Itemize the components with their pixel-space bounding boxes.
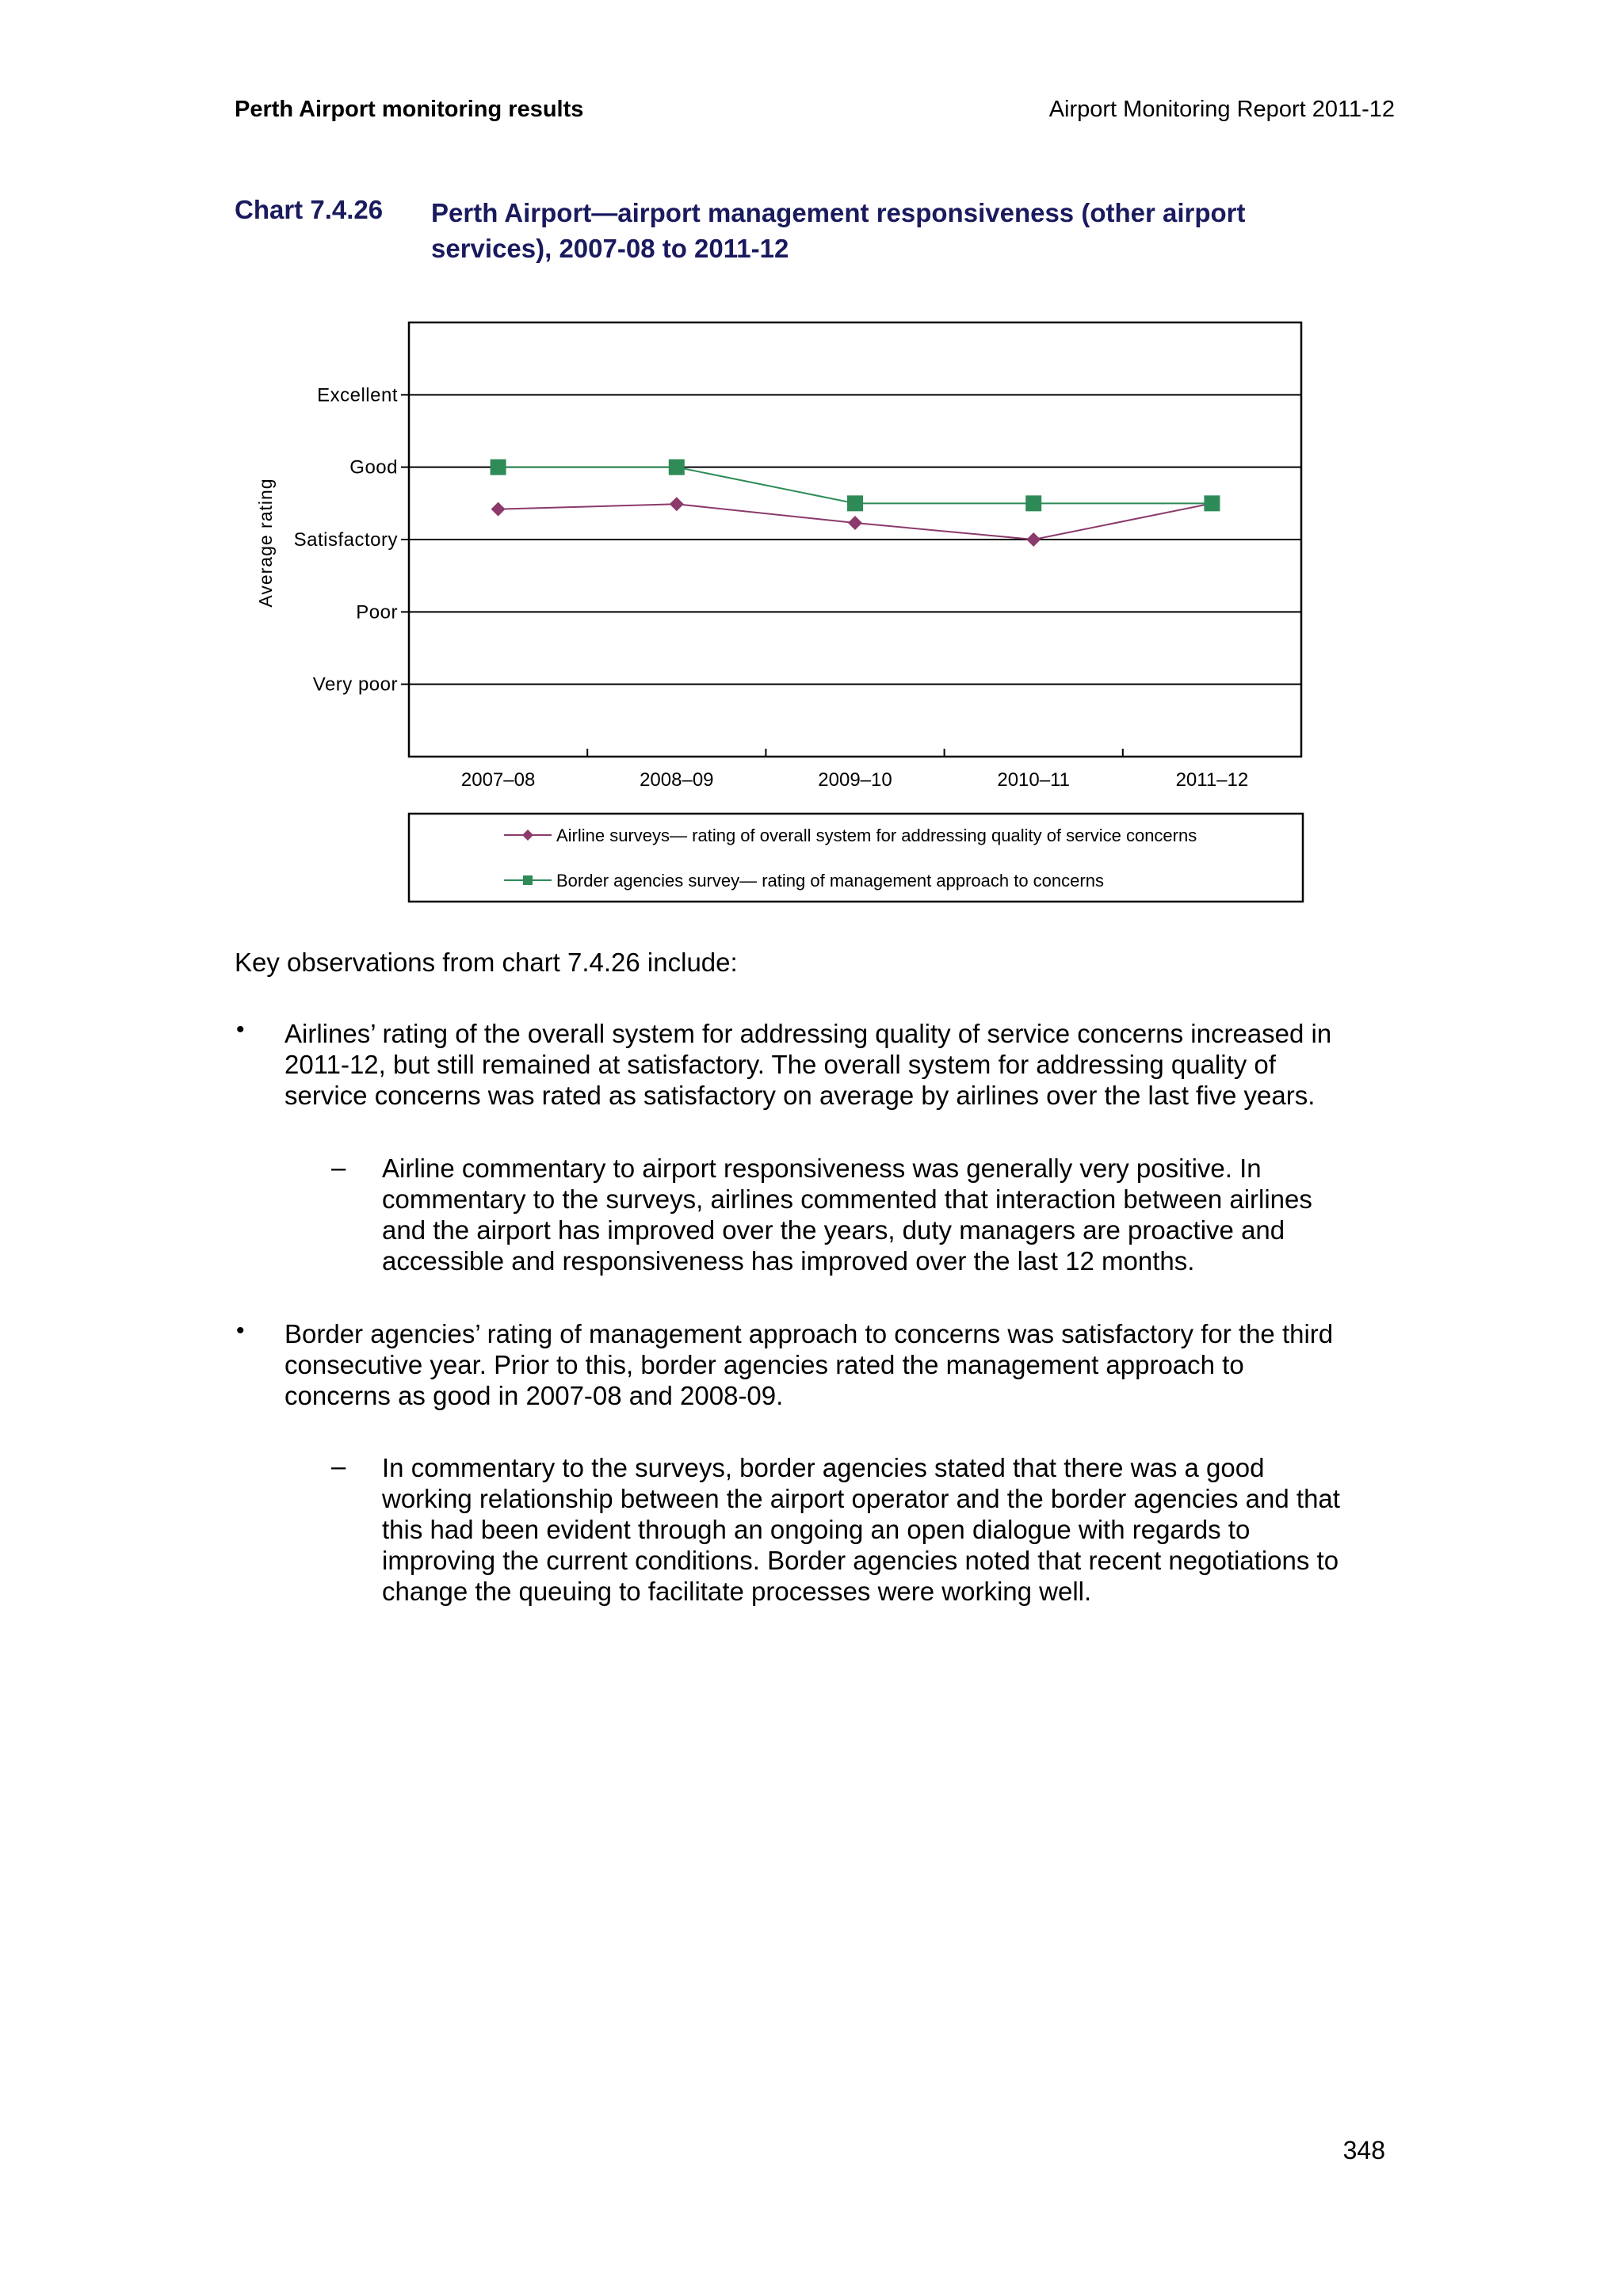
legend-label-border-agencies: Border agencies survey— rating of management approach to concerns xyxy=(556,871,1104,891)
x-tick-label: 2007–08 xyxy=(460,769,536,791)
y-tick-label: Very poor xyxy=(312,673,398,696)
legend-marker-diamond xyxy=(522,830,533,841)
x-tick-label: 2008–09 xyxy=(640,769,714,791)
x-ticks xyxy=(587,749,1123,757)
data-point-diamond xyxy=(1026,532,1041,547)
legend-item-airline xyxy=(504,826,1197,845)
data-point-square xyxy=(491,460,506,475)
bullet-2-line-1: Border agencies’ rating of management approach to concerns was satisfactory for the third xyxy=(285,1319,1334,1348)
data-point-square xyxy=(847,495,863,511)
y-tick-label: Poor xyxy=(356,601,398,624)
y-tick-label: Good xyxy=(349,456,398,479)
y-tick-label: Excellent xyxy=(317,384,398,406)
bullet-2-sub-line-3: this had been evident through an ongoing an open dialogue with regards to xyxy=(382,1515,1251,1544)
legend-marker-square xyxy=(523,875,533,885)
bullet-1-sub-line-1: Airline commentary to airport responsiveness was generally very positive. In xyxy=(382,1154,1262,1183)
data-point-square xyxy=(1025,495,1041,511)
bullet-1-line-2: 2011-12, but still remained at satisfactory. The overall system for addressing quality of xyxy=(285,1050,1276,1079)
chart-title: Perth Airport—airport management responsiveness (other airport services), 2007-08 to 2011-12 xyxy=(431,198,1246,263)
x-tick-label: 2011–12 xyxy=(1175,769,1249,791)
bullet-2-sub-line-5: change the queuing to facilitate processes were working well. xyxy=(382,1577,1092,1606)
dash-marker: – xyxy=(331,1451,346,1481)
page-number: 348 xyxy=(1342,2136,1385,2164)
bullet-1-sub-line-3: and the airport has improved over the years, duty managers are proactive and xyxy=(382,1215,1285,1245)
y-tick-labels xyxy=(294,384,398,695)
bullet-2-line-3: concerns as good in 2007-08 and 2008-09. xyxy=(285,1381,784,1410)
bullet-2-line-2: consecutive year. Prior to this, border agencies rated the management approach to xyxy=(285,1350,1244,1379)
data-point-diamond xyxy=(491,502,506,517)
bullet-marker: • xyxy=(236,1016,245,1043)
data-point-diamond xyxy=(670,497,684,511)
legend-item-border-agencies xyxy=(504,871,1104,891)
bullet-2-sub-line-2: working relationship between the airport operator and the border agencies and that xyxy=(382,1484,1340,1513)
bullet-1-line-3: service concerns was rated as satisfactory on average by airlines over the last five years. xyxy=(285,1081,1316,1110)
bullet-2-sub-line-4: improving the current conditions. Border agencies noted that recent negotiations to xyxy=(382,1546,1339,1575)
x-tick-labels xyxy=(461,769,1248,791)
header-report-title: Airport Monitoring Report 2011-12 xyxy=(1048,97,1395,122)
bullet-1-sub-line-2: commentary to the surveys, airlines commented that interaction between airlines xyxy=(382,1184,1312,1214)
data-point-diamond xyxy=(848,516,862,530)
line-chart xyxy=(0,0,1623,919)
y-tick-label: Satisfactory xyxy=(293,529,398,551)
bullet-1-line-1: Airlines’ rating of the overall system for addressing quality of service concerns increased in xyxy=(285,1019,1332,1048)
bullet-1-sub-line-4: accessible and responsiveness has improved over the last 12 months. xyxy=(382,1246,1195,1276)
bullet-2-sub-line-1: In commentary to the surveys, border agencies stated that there was a good xyxy=(382,1453,1265,1482)
dash-marker: – xyxy=(331,1153,346,1182)
observations-intro: Key observations from chart 7.4.26 include: xyxy=(235,948,738,977)
header-section-title: Perth Airport monitoring results xyxy=(235,97,584,122)
data-point-square xyxy=(1204,495,1220,511)
y-axis-label: Average rating xyxy=(255,478,276,608)
chart-number: Chart 7.4.26 xyxy=(235,195,384,224)
data-point-square xyxy=(669,460,685,475)
gridlines xyxy=(401,395,1301,684)
bullet-marker: • xyxy=(236,1318,245,1344)
x-tick-label: 2010–11 xyxy=(997,769,1071,791)
x-tick-label: 2009–10 xyxy=(818,769,892,791)
legend-label-airline: Airline surveys— rating of overall system for addressing quality of service concerns xyxy=(556,826,1197,845)
